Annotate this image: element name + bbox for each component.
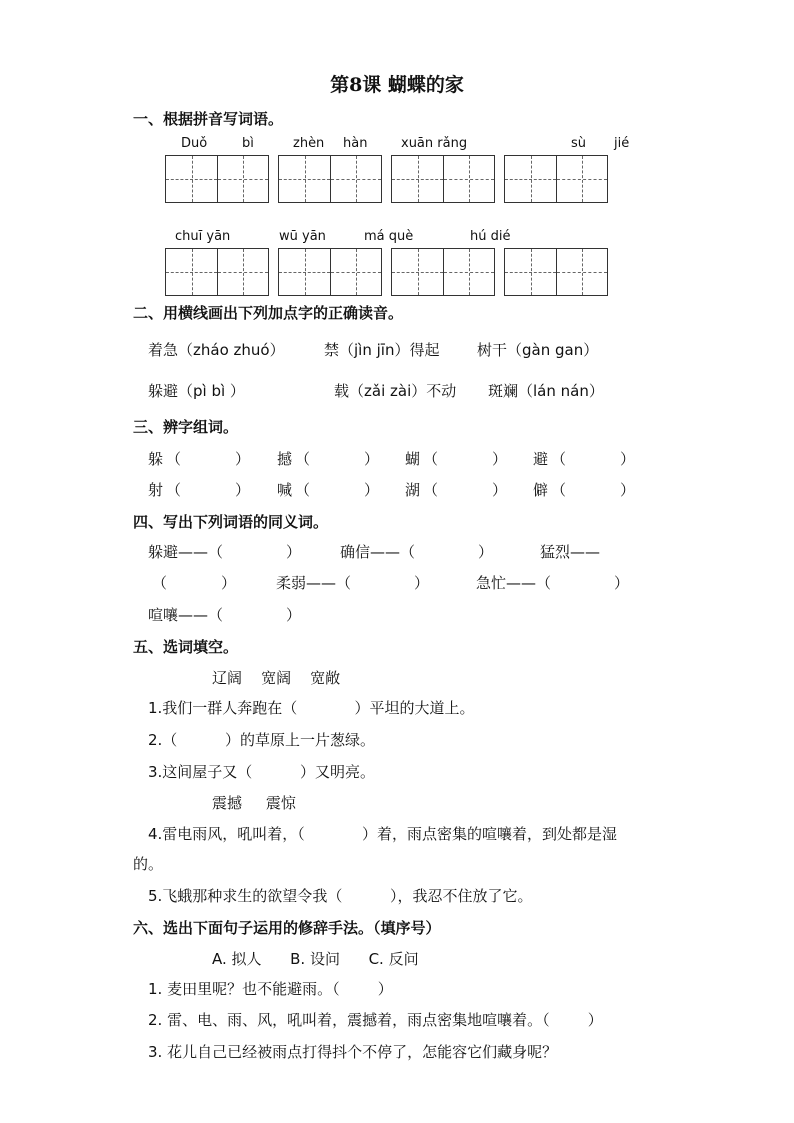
section-6-heading: 六、选出下面句子运用的修辞手法。（填序号） bbox=[133, 919, 441, 937]
section-5-heading: 五、选词填空。 bbox=[133, 638, 239, 656]
open-paren: （ bbox=[423, 481, 439, 499]
open-paren: （ bbox=[295, 481, 311, 499]
close-paren: ） bbox=[614, 574, 630, 592]
synonym-item: 确信——（ bbox=[340, 543, 416, 561]
reading-item: 禁（jìn jīn）得起 bbox=[324, 341, 440, 359]
synonym-item: 躲避——（ bbox=[148, 543, 224, 561]
pinyin-label: zhèn bbox=[293, 136, 325, 151]
rhetoric-options: A. 拟人 B. 设问 C. 反问 bbox=[212, 950, 419, 968]
pinyin-label: hú dié bbox=[470, 229, 511, 244]
close-paren: ） bbox=[414, 574, 430, 592]
open-paren: （ bbox=[295, 450, 311, 468]
reading-item: 斑斓（lán nán） bbox=[488, 382, 604, 400]
close-paren: ） bbox=[235, 450, 251, 468]
open-paren: （ bbox=[423, 450, 439, 468]
reading-item: 躲避（pì bì ） bbox=[148, 382, 245, 400]
writing-grid[interactable] bbox=[278, 155, 382, 203]
synonym-item: 猛烈—— bbox=[540, 543, 601, 561]
reading-item: 树干（gàn gan） bbox=[477, 341, 599, 359]
pinyin-label: chuī yān bbox=[175, 229, 231, 244]
pinyin-label: jié bbox=[614, 136, 630, 151]
reading-item: 着急（zháo zhuó） bbox=[148, 341, 285, 359]
char-prompt: 喊 bbox=[277, 481, 293, 499]
fill-sentence: 1.我们一群人奔跑在（ ）平坦的大道上。 bbox=[148, 699, 475, 717]
open-paren: （ bbox=[551, 450, 567, 468]
fill-sentence: 3.这间屋子又（ ）又明亮。 bbox=[148, 763, 375, 781]
pinyin-label: wū yān bbox=[279, 229, 326, 244]
close-paren: ） bbox=[364, 450, 380, 468]
rhetoric-question: 1. 麦田里呢？也不能避雨。（ ） bbox=[148, 980, 393, 998]
close-paren: ） bbox=[478, 543, 494, 561]
char-prompt: 撼 bbox=[277, 450, 293, 468]
pinyin-label: Duǒ bbox=[181, 136, 208, 151]
fill-sentence: 2.（ ）的草原上一片葱绿。 bbox=[148, 731, 375, 749]
close-paren: ） bbox=[221, 574, 237, 592]
section-4-heading: 四、写出下列词语的同义词。 bbox=[133, 513, 329, 531]
word-bank: 辽阔 宽阔 宽敞 bbox=[212, 669, 341, 687]
close-paren: ） bbox=[620, 450, 636, 468]
section-1-heading: 一、根据拼音写词语。 bbox=[133, 110, 284, 128]
close-paren: ） bbox=[235, 481, 251, 499]
pinyin-label: sù bbox=[571, 136, 587, 151]
close-paren: ） bbox=[286, 543, 302, 561]
char-prompt: 射 bbox=[148, 481, 164, 499]
open-paren: （ bbox=[551, 481, 567, 499]
pinyin-label: bì bbox=[242, 136, 254, 151]
pinyin-label: má què bbox=[364, 229, 414, 244]
open-paren: （ bbox=[166, 481, 182, 499]
char-prompt: 湖 bbox=[405, 481, 421, 499]
writing-grid[interactable] bbox=[391, 155, 495, 203]
writing-grid[interactable] bbox=[278, 248, 382, 296]
fill-sentence-continued: 的。 bbox=[133, 855, 164, 873]
char-prompt: 蝴 bbox=[405, 450, 421, 468]
writing-grid[interactable] bbox=[504, 155, 608, 203]
word-bank: 震撼 震惊 bbox=[212, 794, 296, 812]
reading-item: 载（zǎi zài）不动 bbox=[334, 382, 457, 400]
writing-grid[interactable] bbox=[504, 248, 608, 296]
char-prompt: 僻 bbox=[533, 481, 549, 499]
synonym-item: 柔弱——（ bbox=[276, 574, 352, 592]
rhetoric-question: 2. 雷、电、雨、风，吼叫着，震撼着，雨点密集地喧嚷着。（ ） bbox=[148, 1011, 603, 1029]
open-paren: （ bbox=[166, 450, 182, 468]
rhetoric-question: 3. 花儿自己已经被雨点打得抖个不停了，怎能容它们藏身呢？ bbox=[148, 1043, 558, 1061]
close-paren: ） bbox=[492, 481, 508, 499]
close-paren: ） bbox=[620, 481, 636, 499]
fill-sentence: 5.飞蛾那种求生的欲望令我（ ），我忍不住放了它。 bbox=[148, 887, 533, 905]
synonym-item: 喧嚷——（ bbox=[148, 606, 224, 624]
writing-grid[interactable] bbox=[391, 248, 495, 296]
char-prompt: 避 bbox=[533, 450, 549, 468]
section-3-heading: 三、辨字组词。 bbox=[133, 418, 239, 436]
close-paren: ） bbox=[364, 481, 380, 499]
close-paren: ） bbox=[286, 606, 302, 624]
close-paren: ） bbox=[492, 450, 508, 468]
page-title: 第8课 蝴蝶的家 bbox=[330, 74, 464, 96]
writing-grid[interactable] bbox=[165, 155, 269, 203]
pinyin-label: xuān rǎng bbox=[401, 136, 468, 151]
synonym-item: 急忙——（ bbox=[476, 574, 552, 592]
fill-sentence: 4.雷电雨风，吼叫着，（ ）着，雨点密集的喧嚷着，到处都是湿 bbox=[148, 825, 618, 843]
open-paren: （ bbox=[152, 574, 168, 592]
section-2-heading: 二、用横线画出下列加点字的正确读音。 bbox=[133, 304, 404, 322]
pinyin-label: hàn bbox=[343, 136, 368, 151]
writing-grid[interactable] bbox=[165, 248, 269, 296]
char-prompt: 躲 bbox=[148, 450, 164, 468]
